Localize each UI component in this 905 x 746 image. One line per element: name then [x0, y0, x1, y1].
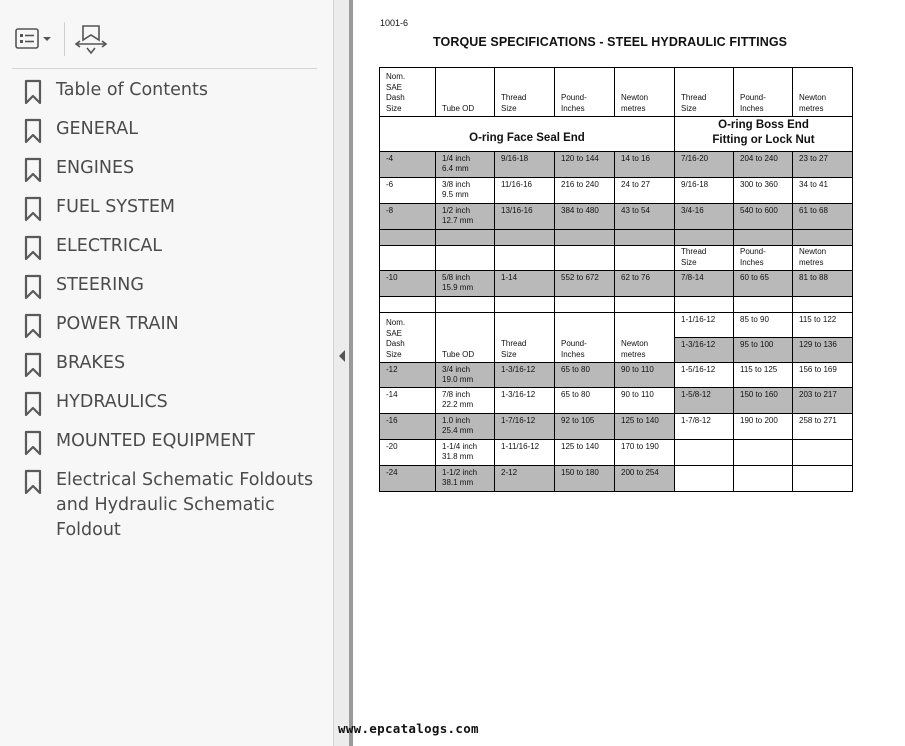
empty-cell: [792, 465, 853, 492]
empty-cell: [733, 465, 793, 492]
column-header-text: Nom. SAE Dash Size: [386, 72, 406, 113]
cell-text: 1-3/16-12: [501, 365, 536, 374]
column-header-pound-inches: [554, 67, 615, 117]
empty-cell: [674, 439, 734, 466]
cell-text: 3/4-16: [681, 206, 704, 215]
column-header-newton-metres: [614, 312, 675, 363]
cell-text: 90 to 110: [621, 365, 654, 374]
face-seal-thread-cell: [494, 439, 555, 466]
cell-text: 1/2 inch 12.7 mm: [442, 206, 474, 225]
column-header-dash: [379, 312, 436, 363]
cell-text: 5/8 inch 15.9 mm: [442, 273, 474, 292]
face-seal-pound-inches-cell: [554, 177, 615, 204]
face-seal-newton-metres-cell: [614, 439, 675, 466]
face-seal-dash-cell: [379, 362, 436, 388]
cell-text: -16: [386, 416, 398, 425]
cell-text: 7/8 inch 22.2 mm: [442, 390, 474, 409]
face-seal-thread-cell: [494, 151, 555, 178]
cell-text: 23 to 27: [799, 154, 828, 163]
cell-text: 61 to 68: [799, 206, 828, 215]
empty-cell: [554, 245, 615, 271]
boss-boss-pound-inches-cell: [733, 387, 793, 414]
column-header-boss-newton-metres: [792, 245, 853, 271]
face-seal-tube-od-cell: [435, 387, 495, 414]
bookmark-icon: [24, 391, 42, 417]
cell-text: 3/8 inch 9.5 mm: [442, 180, 471, 199]
cell-text: 1-3/16-12: [501, 390, 536, 399]
cell-text: 1-5/16-12: [681, 365, 716, 374]
cell-text: 14 to 16: [621, 154, 650, 163]
cell-text: 1-11/16-12: [501, 442, 540, 451]
column-header-text: Newton metres: [621, 339, 649, 359]
bookmark-icon: [24, 469, 42, 495]
bookmark-label: ELECTRICAL: [56, 236, 163, 256]
cell-text: 1-1/2 inch 38.1 mm: [442, 468, 478, 487]
cell-text: 81 to 88: [799, 273, 828, 282]
empty-cell: [494, 245, 555, 271]
boss-boss-newton-metres-cell: [792, 387, 853, 414]
cell-text: 150 to 180: [561, 468, 599, 477]
face-seal-thread-cell: [494, 465, 555, 492]
page-number: 1001-6: [380, 18, 409, 28]
column-header-text: Pound- Inches: [740, 247, 766, 267]
face-seal-tube-od-cell: [435, 362, 495, 388]
column-header-thread: [494, 312, 555, 363]
empty-cell: [733, 229, 793, 246]
face-seal-thread-cell: [494, 387, 555, 414]
bookmark-schematic-foldouts[interactable]: [24, 468, 324, 543]
cell-text: 9/16-18: [681, 180, 709, 189]
cell-text: 203 to 217: [799, 390, 837, 399]
face-seal-thread-cell: [494, 177, 555, 204]
bookmark-steering[interactable]: [24, 273, 324, 300]
bookmark-engines[interactable]: [24, 156, 324, 183]
cell-text: 1-1/4 inch 31.8 mm: [442, 442, 478, 461]
cell-text: 258 to 271: [799, 416, 837, 425]
cell-text: 120 to 144: [561, 154, 599, 163]
face-seal-pound-inches-cell: [554, 270, 615, 297]
bookmark-label: Table of Contents: [56, 80, 208, 100]
bookmark-label: MOUNTED EQUIPMENT: [56, 431, 255, 451]
section-header-text: O-ring Face Seal End: [469, 132, 585, 144]
column-header-text: Pound- Inches: [561, 93, 587, 113]
bookmark-general[interactable]: [24, 117, 324, 144]
toolbar-separator: [64, 22, 65, 56]
face-seal-newton-metres-cell: [614, 151, 675, 178]
face-seal-tube-od-cell: [435, 439, 495, 466]
section-header-face-seal: [379, 116, 675, 152]
options-menu-button[interactable]: [14, 26, 54, 52]
empty-cell: [792, 296, 853, 313]
boss-boss-pound-inches-cell: [733, 362, 793, 388]
bookmark-icon: [24, 313, 42, 339]
empty-cell: [792, 229, 853, 246]
cell-text: -20: [386, 442, 398, 451]
face-seal-tube-od-cell: [435, 177, 495, 204]
page-title: TORQUE SPECIFICATIONS - STEEL HYDRAULIC FITTINGS: [433, 35, 788, 49]
face-seal-pound-inches-cell: [554, 151, 615, 178]
empty-cell: [379, 245, 436, 271]
column-header-pound-inches: [554, 312, 615, 363]
column-header-text: Pound- Inches: [561, 339, 587, 359]
cell-text: 34 to 41: [799, 180, 828, 189]
cell-text: 540 to 600: [740, 206, 778, 215]
bookmark-label: GENERAL: [56, 119, 138, 139]
face-seal-newton-metres-cell: [614, 362, 675, 388]
boss-boss-newton-metres-cell: [792, 312, 853, 338]
expand-bookmark-icon: [74, 22, 108, 56]
face-seal-dash-cell: [379, 439, 436, 466]
face-seal-dash-cell: [379, 465, 436, 492]
empty-cell: [674, 229, 734, 246]
cell-text: 125 to 140: [561, 442, 599, 451]
face-seal-newton-metres-cell: [614, 413, 675, 440]
bookmark-icon: [24, 196, 42, 222]
empty-cell: [435, 245, 495, 271]
face-seal-tube-od-cell: [435, 151, 495, 178]
boss-boss-newton-metres-cell: [792, 270, 853, 297]
empty-cell: [674, 465, 734, 492]
cell-text: 1.0 inch 25.4 mm: [442, 416, 474, 435]
boss-boss-thread-cell: [674, 270, 734, 297]
cell-text: 125 to 140: [621, 416, 659, 425]
bookmark-icon: [24, 157, 42, 183]
boss-boss-pound-inches-cell: [733, 203, 793, 230]
chevron-left-icon: [337, 349, 347, 363]
cell-text: 384 to 480: [561, 206, 599, 215]
torque-spec-table: [380, 68, 853, 492]
column-header-text: Tube OD: [442, 349, 475, 359]
cell-text: 552 to 672: [561, 273, 599, 282]
cell-text: 150 to 160: [740, 390, 778, 399]
cell-text: -10: [386, 273, 398, 282]
cell-text: 300 to 360: [740, 180, 778, 189]
cell-text: 1-3/16-12: [681, 340, 716, 349]
bookmark-icon: [24, 118, 42, 144]
cell-text: 204 to 240: [740, 154, 778, 163]
column-header-text: Newton metres: [799, 247, 827, 267]
face-seal-pound-inches-cell: [554, 439, 615, 466]
bookmarks-panel: [0, 0, 334, 746]
bookmark-icon: [24, 430, 42, 456]
cell-text: 3/4 inch 19.0 mm: [442, 365, 474, 384]
cell-text: 1-1/16-12: [681, 315, 716, 324]
column-header-boss-pound-inches: [733, 245, 793, 271]
face-seal-newton-metres-cell: [614, 203, 675, 230]
boss-boss-pound-inches-cell: [733, 151, 793, 178]
column-header-tube-od: [435, 67, 495, 117]
toolbar-divider: [12, 68, 317, 69]
cell-text: 65 to 80: [561, 390, 590, 399]
face-seal-dash-cell: [379, 413, 436, 440]
cell-text: 60 to 65: [740, 273, 769, 282]
cell-text: 90 to 110: [621, 390, 654, 399]
boss-boss-newton-metres-cell: [792, 337, 853, 363]
cell-text: 170 to 190: [621, 442, 659, 451]
empty-cell: [614, 296, 675, 313]
cell-text: 1/4 inch 6.4 mm: [442, 154, 471, 173]
cell-text: -6: [386, 180, 394, 189]
watermark: www.epcatalogs.com: [338, 721, 479, 736]
bookmark-icon: [24, 235, 42, 261]
face-seal-thread-cell: [494, 362, 555, 388]
cell-text: 129 to 136: [799, 340, 837, 349]
empty-cell: [614, 245, 675, 271]
cell-text: 200 to 254: [621, 468, 659, 477]
boss-boss-thread-cell: [674, 413, 734, 440]
face-seal-dash-cell: [379, 151, 436, 178]
cell-text: 85 to 90: [740, 315, 769, 324]
cell-text: 1-7/8-12: [681, 416, 711, 425]
face-seal-newton-metres-cell: [614, 270, 675, 297]
column-header-boss-thread: [674, 67, 734, 117]
column-header-boss-newton-metres: [792, 67, 853, 117]
section-header-boss-end: [674, 116, 853, 152]
face-seal-pound-inches-cell: [554, 387, 615, 414]
cell-text: 1-7/16-12: [501, 416, 536, 425]
bookmark-brakes[interactable]: [24, 351, 324, 378]
cell-text: 65 to 80: [561, 365, 590, 374]
empty-cell: [792, 439, 853, 466]
face-seal-newton-metres-cell: [614, 465, 675, 492]
bookmark-hydraulics[interactable]: [24, 390, 324, 417]
cell-text: 11/16-16: [501, 180, 532, 189]
cell-text: -24: [386, 468, 398, 477]
cell-text: 7/16-20: [681, 154, 709, 163]
empty-cell: [614, 229, 675, 246]
column-header-text: Thread Size: [501, 93, 527, 113]
boss-boss-newton-metres-cell: [792, 151, 853, 178]
empty-cell: [554, 296, 615, 313]
face-seal-newton-metres-cell: [614, 177, 675, 204]
bookmark-label: POWER TRAIN: [56, 314, 179, 334]
boss-boss-pound-inches-cell: [733, 413, 793, 440]
empty-cell: [674, 296, 734, 313]
column-header-text: Pound- Inches: [740, 93, 766, 113]
column-header-text: Newton metres: [621, 93, 649, 113]
bookmark-icon: [24, 79, 42, 105]
face-seal-dash-cell: [379, 203, 436, 230]
boss-boss-thread-cell: [674, 177, 734, 204]
face-seal-pound-inches-cell: [554, 413, 615, 440]
cell-text: 115 to 122: [799, 315, 837, 324]
cell-text: 2-12: [501, 468, 518, 477]
boss-boss-pound-inches-cell: [733, 177, 793, 204]
cell-text: 43 to 54: [621, 206, 650, 215]
boss-boss-thread-cell: [674, 203, 734, 230]
list-options-icon: [14, 26, 54, 52]
face-seal-pound-inches-cell: [554, 362, 615, 388]
empty-cell: [494, 296, 555, 313]
cell-text: 92 to 105: [561, 416, 595, 425]
bookmark-label: FUEL SYSTEM: [56, 197, 175, 217]
face-seal-thread-cell: [494, 270, 555, 297]
bookmark-label: ENGINES: [56, 158, 135, 178]
cell-text: 95 to 100: [740, 340, 774, 349]
bookmark-power-train[interactable]: [24, 312, 324, 339]
empty-cell: [733, 439, 793, 466]
cell-text: 156 to 169: [799, 365, 837, 374]
bookmarks-toolbar: [0, 0, 334, 68]
empty-cell: [554, 229, 615, 246]
face-seal-tube-od-cell: [435, 270, 495, 297]
face-seal-thread-cell: [494, 203, 555, 230]
face-seal-dash-cell: [379, 177, 436, 204]
column-header-dash: [379, 67, 436, 117]
collapse-panel-button[interactable]: [337, 349, 347, 363]
column-header-text: Thread Size: [681, 247, 707, 267]
expand-bookmark-button[interactable]: [74, 22, 108, 56]
bookmark-table-of-contents[interactable]: [24, 78, 324, 105]
boss-boss-newton-metres-cell: [792, 413, 853, 440]
bookmark-icon: [24, 274, 42, 300]
boss-boss-newton-metres-cell: [792, 362, 853, 388]
empty-cell: [435, 296, 495, 313]
column-header-newton-metres: [614, 67, 675, 117]
empty-cell: [435, 229, 495, 246]
cell-text: -12: [386, 365, 398, 374]
face-seal-tube-od-cell: [435, 203, 495, 230]
empty-cell: [494, 229, 555, 246]
cell-text: -8: [386, 206, 394, 215]
face-seal-dash-cell: [379, 270, 436, 297]
cell-text: -4: [386, 154, 394, 163]
empty-cell: [379, 296, 436, 313]
column-header-text: Newton metres: [799, 93, 827, 113]
section-header-text: O-ring Boss End Fitting or Lock Nut: [712, 119, 815, 146]
boss-boss-newton-metres-cell: [792, 203, 853, 230]
boss-boss-thread-cell: [674, 387, 734, 414]
bookmark-label: STEERING: [56, 275, 144, 295]
face-seal-pound-inches-cell: [554, 465, 615, 492]
face-seal-tube-od-cell: [435, 413, 495, 440]
boss-boss-pound-inches-cell: [733, 270, 793, 297]
face-seal-thread-cell: [494, 413, 555, 440]
column-header-boss-pound-inches: [733, 67, 793, 117]
face-seal-dash-cell: [379, 387, 436, 414]
cell-text: 216 to 240: [561, 180, 599, 189]
bookmark-label: HYDRAULICS: [56, 392, 168, 412]
cell-text: 1-14: [501, 273, 518, 282]
boss-boss-thread-cell: [674, 312, 734, 338]
column-header-text: Thread Size: [681, 93, 707, 113]
boss-boss-thread-cell: [674, 337, 734, 363]
bookmark-mounted-equipment[interactable]: [24, 429, 324, 456]
boss-boss-thread-cell: [674, 151, 734, 178]
boss-boss-pound-inches-cell: [733, 312, 793, 338]
column-header-text: Thread Size: [501, 339, 527, 359]
column-header-text: Nom. SAE Dash Size: [386, 318, 406, 359]
boss-boss-thread-cell: [674, 362, 734, 388]
face-seal-tube-od-cell: [435, 465, 495, 492]
bookmark-electrical[interactable]: [24, 234, 324, 261]
bookmark-icon: [24, 352, 42, 378]
face-seal-pound-inches-cell: [554, 203, 615, 230]
cell-text: 115 to 125: [740, 365, 778, 374]
cell-text: 13/16-16: [501, 206, 533, 215]
column-header-tube-od: [435, 312, 495, 363]
face-seal-newton-metres-cell: [614, 387, 675, 414]
cell-text: 190 to 200: [740, 416, 778, 425]
cell-text: 9/16-18: [501, 154, 529, 163]
cell-text: 1-5/8-12: [681, 390, 711, 399]
column-header-thread: [494, 67, 555, 117]
boss-boss-pound-inches-cell: [733, 337, 793, 363]
cell-text: 7/8-14: [681, 273, 704, 282]
column-header-text: Tube OD: [442, 103, 475, 113]
cell-text: 24 to 27: [621, 180, 650, 189]
bookmark-label: Electrical Schematic Foldouts and Hydraulic Schematic Foldout: [56, 470, 314, 540]
boss-boss-newton-metres-cell: [792, 177, 853, 204]
cell-text: 62 to 76: [621, 273, 650, 282]
document-page: [353, 0, 905, 746]
bookmark-label: BRAKES: [56, 353, 126, 373]
bookmark-fuel-system[interactable]: [24, 195, 324, 222]
cell-text: -14: [386, 390, 398, 399]
empty-cell: [733, 296, 793, 313]
empty-cell: [379, 229, 436, 246]
column-header-boss-thread: [674, 245, 734, 271]
